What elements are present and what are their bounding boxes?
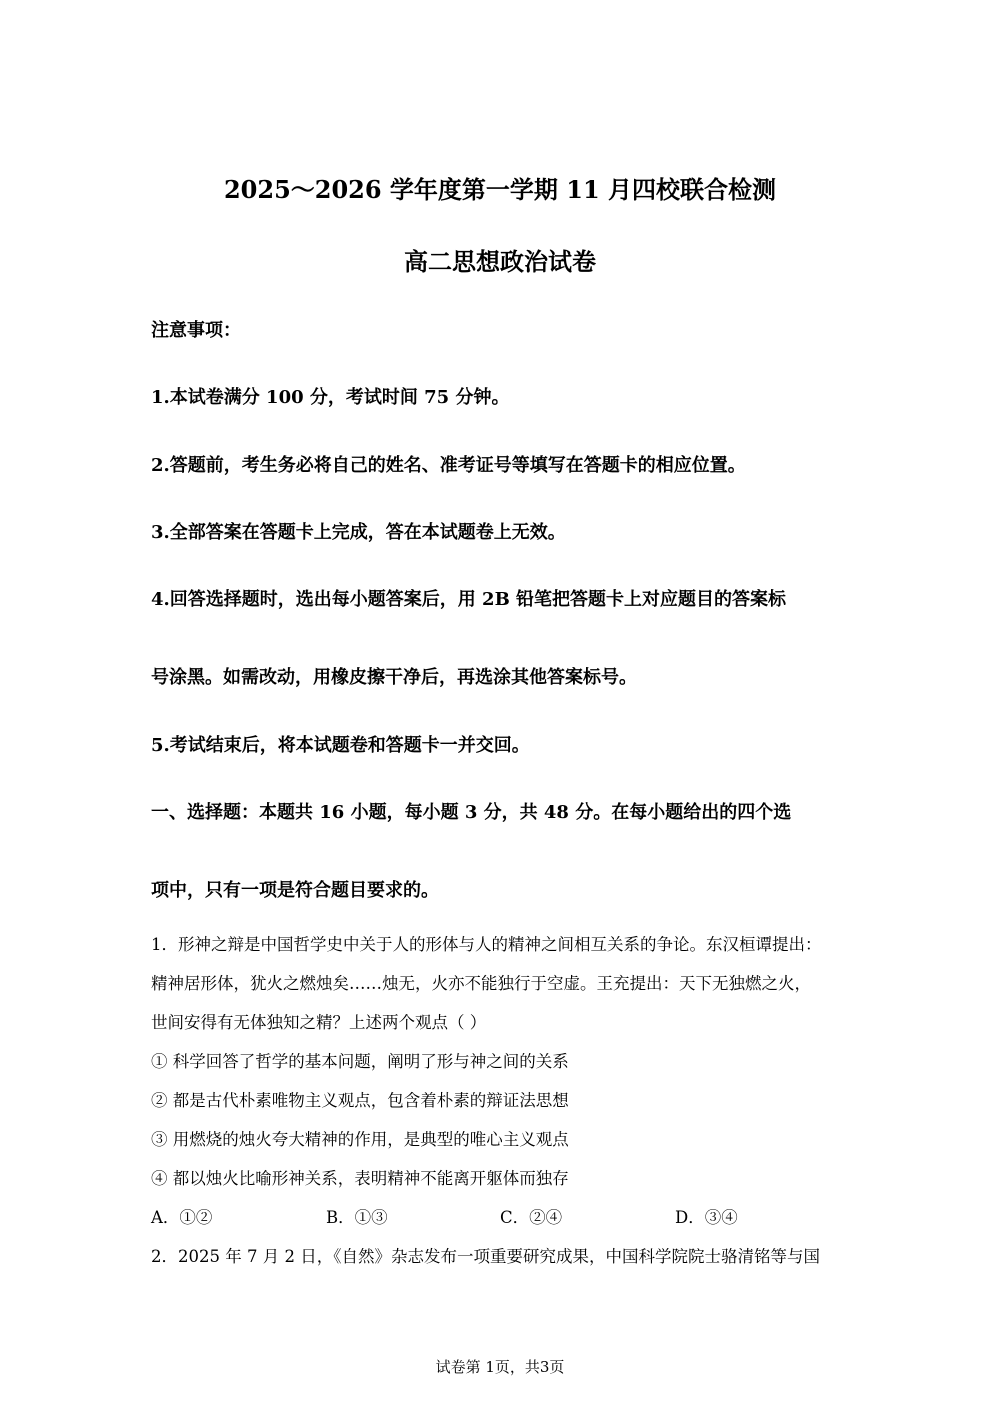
note-item: 号涂黑。如需改动，用橡皮擦干净后，再选涂其他答案标号。 bbox=[151, 667, 637, 688]
question-1-statement: ② 都是古代朴素唯物主义观点，包含着朴素的辩证法思想 bbox=[151, 1091, 569, 1110]
exam-title: 2025～2026 学年度第一学期 11 月四校联合检测 bbox=[223, 175, 777, 204]
question-1-statement: ① 科学回答了哲学的基本问题，阐明了形与神之间的关系 bbox=[151, 1052, 569, 1071]
question-1-statement: ③ 用燃烧的烛火夸大精神的作用，是典型的唯心主义观点 bbox=[151, 1130, 569, 1149]
note-item: 3.全部答案在答题卡上完成，答在本试题卷上无效。 bbox=[151, 522, 566, 543]
note-item: 1.本试卷满分 100 分，考试时间 75 分钟。 bbox=[151, 387, 510, 408]
section-heading-cont: 项中，只有一项是符合题目要求的。 bbox=[151, 880, 439, 901]
question-1-option-c: C．②④ bbox=[500, 1208, 563, 1227]
page-footer: 试卷第 1页，共3页 bbox=[435, 1358, 565, 1376]
question-1-option-d: D．③④ bbox=[675, 1208, 738, 1227]
notes-heading: 注意事项： bbox=[151, 320, 241, 341]
question-2-stem: 2．2025 年 7 月 2 日，《自然》杂志发布一项重要研究成果，中国科学院院士骆清铭等与国 bbox=[151, 1247, 820, 1266]
note-item: 4.回答选择题时，选出每小题答案后，用 2B 铅笔把答题卡上对应题目的答案标 bbox=[151, 589, 787, 610]
question-1-stem: 1．形神之辩是中国哲学史中关于人的形体与人的精神之间相互关系的争论。东汉桓谭提出： bbox=[151, 935, 822, 954]
section-heading: 一、选择题：本题共 16 小题，每小题 3 分，共 48 分。在每小题给出的四个选 bbox=[151, 802, 792, 823]
question-1-stem: 精神居形体，犹火之燃烛矣……烛无，火亦不能独行于空虚。王充提出：天下无独燃之火， bbox=[151, 974, 811, 993]
note-item: 5.考试结束后，将本试题卷和答题卡一并交回。 bbox=[151, 735, 530, 756]
question-1-option-b: B．①③ bbox=[326, 1208, 388, 1227]
exam-subtitle: 高二思想政治试卷 bbox=[404, 247, 596, 276]
question-1-option-a: A．①② bbox=[151, 1208, 213, 1227]
question-1-statement: ④ 都以烛火比喻形神关系，表明精神不能离开躯体而独存 bbox=[151, 1169, 569, 1188]
question-1-stem: 世间安得有无体独知之精？上述两个观点（ ） bbox=[151, 1013, 487, 1032]
note-item: 2.答题前，考生务必将自己的姓名、准考证号等填写在答题卡的相应位置。 bbox=[151, 455, 746, 476]
